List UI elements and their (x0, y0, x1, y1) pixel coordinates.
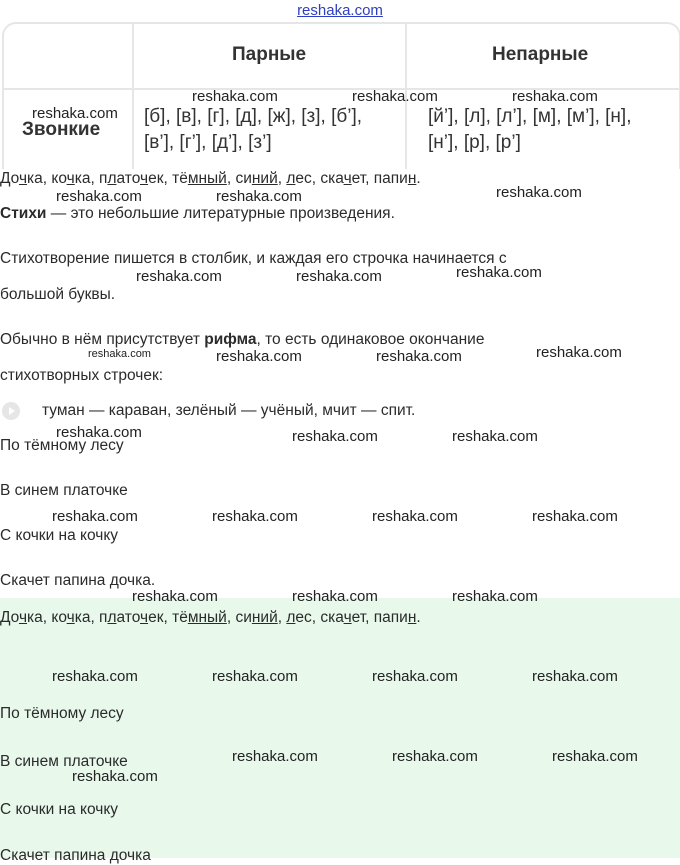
poem-line-answer: В синем платочке (0, 753, 128, 770)
cell-unpaired (428, 104, 631, 156)
watermark: reshaka.com (136, 268, 222, 285)
watermark: reshaka.com (132, 588, 218, 605)
watermark: reshaka.com (52, 508, 138, 525)
watermark: reshaka.com (292, 428, 378, 445)
watermark: reshaka.com (296, 268, 382, 285)
poem-line-answer: Скачет папина дочка (0, 847, 151, 864)
watermark: reshaka.com (376, 348, 462, 365)
watermark: reshaka.com (392, 748, 478, 765)
watermark: reshaka.com (372, 508, 458, 525)
watermark: reshaka.com (452, 428, 538, 445)
column-divider (132, 24, 134, 169)
cell-paired (144, 104, 362, 156)
watermark: reshaka.com (372, 668, 458, 685)
watermark: reshaka.com (532, 508, 618, 525)
watermark: reshaka.com (216, 188, 302, 205)
poem-line-answer: По тёмному лесу (0, 705, 124, 722)
watermark: reshaka.com (496, 184, 582, 201)
header-paired: Парные (232, 44, 307, 65)
watermark: reshaka.com (552, 748, 638, 765)
poem-line: С кочки на кочку (0, 527, 119, 544)
rhyme-example: туман — караван, зелёный — учёный, мчит — спит. (42, 402, 416, 419)
words-line: Дочка, кочка, платочек, тёмный, синий, лес, скачет, папин. (0, 170, 421, 187)
watermark: reshaka.com (56, 424, 142, 441)
site-title[interactable]: reshaka.com (297, 2, 383, 19)
cell-line: [н’], [р], [р’] (428, 132, 521, 153)
poem-line: По тёмному лесу (0, 437, 124, 454)
watermark: reshaka.com (536, 344, 622, 361)
paragraph-line: большой буквы. (0, 286, 116, 303)
poem-line: Скачет папина дочка. (0, 572, 156, 589)
watermark: reshaka.com (292, 588, 378, 605)
watermark: reshaka.com (212, 508, 298, 525)
poem-line-answer: С кочки на кочку (0, 801, 119, 818)
play-icon[interactable] (2, 402, 20, 420)
watermark: reshaka.com (512, 88, 598, 105)
rhyme-term: рифма (204, 331, 257, 348)
watermark: reshaka.com (56, 188, 142, 205)
words-line-answer: Дочка, кочка, платочек, тёмный, синий, лес, скачет, папин. (0, 609, 421, 626)
definition-term: Стихи (0, 205, 47, 222)
row-label-voiced: Звонкие (22, 119, 101, 140)
watermark: reshaka.com (52, 668, 138, 685)
header-unpaired: Непарные (492, 44, 589, 65)
definition-line (0, 205, 395, 223)
watermark: reshaka.com (232, 748, 318, 765)
watermark: reshaka.com (32, 105, 118, 122)
watermark: reshaka.com (352, 88, 438, 105)
watermark: reshaka.com (88, 348, 151, 360)
rhyme-paragraph: Обычно в нём присутствует рифма, то есть одинаковое окончание (0, 331, 485, 348)
watermark: reshaka.com (452, 588, 538, 605)
poem-line: В синем платочке (0, 482, 128, 499)
watermark: reshaka.com (192, 88, 278, 105)
paragraph-line: Стихотворение пишется в столбик, и каждая его строчка начинается с (0, 250, 507, 267)
watermark: reshaka.com (72, 768, 158, 785)
cell-line: [в’], [г’], [д’], [з’] (144, 132, 272, 153)
paragraph-line: стихотворных строчек: (0, 367, 164, 384)
watermark: reshaka.com (212, 668, 298, 685)
definition-text: — это небольшие литературные произведения. (46, 205, 395, 222)
watermark: reshaka.com (216, 348, 302, 365)
cell-line: [б], [в], [г], [д], [ж], [з], [б’], (144, 106, 363, 127)
answer-block (0, 598, 680, 858)
watermark: reshaka.com (456, 264, 542, 281)
watermark: reshaka.com (532, 668, 618, 685)
cell-line: [й’], [л], [л’], [м], [м’], [н], (428, 106, 632, 127)
